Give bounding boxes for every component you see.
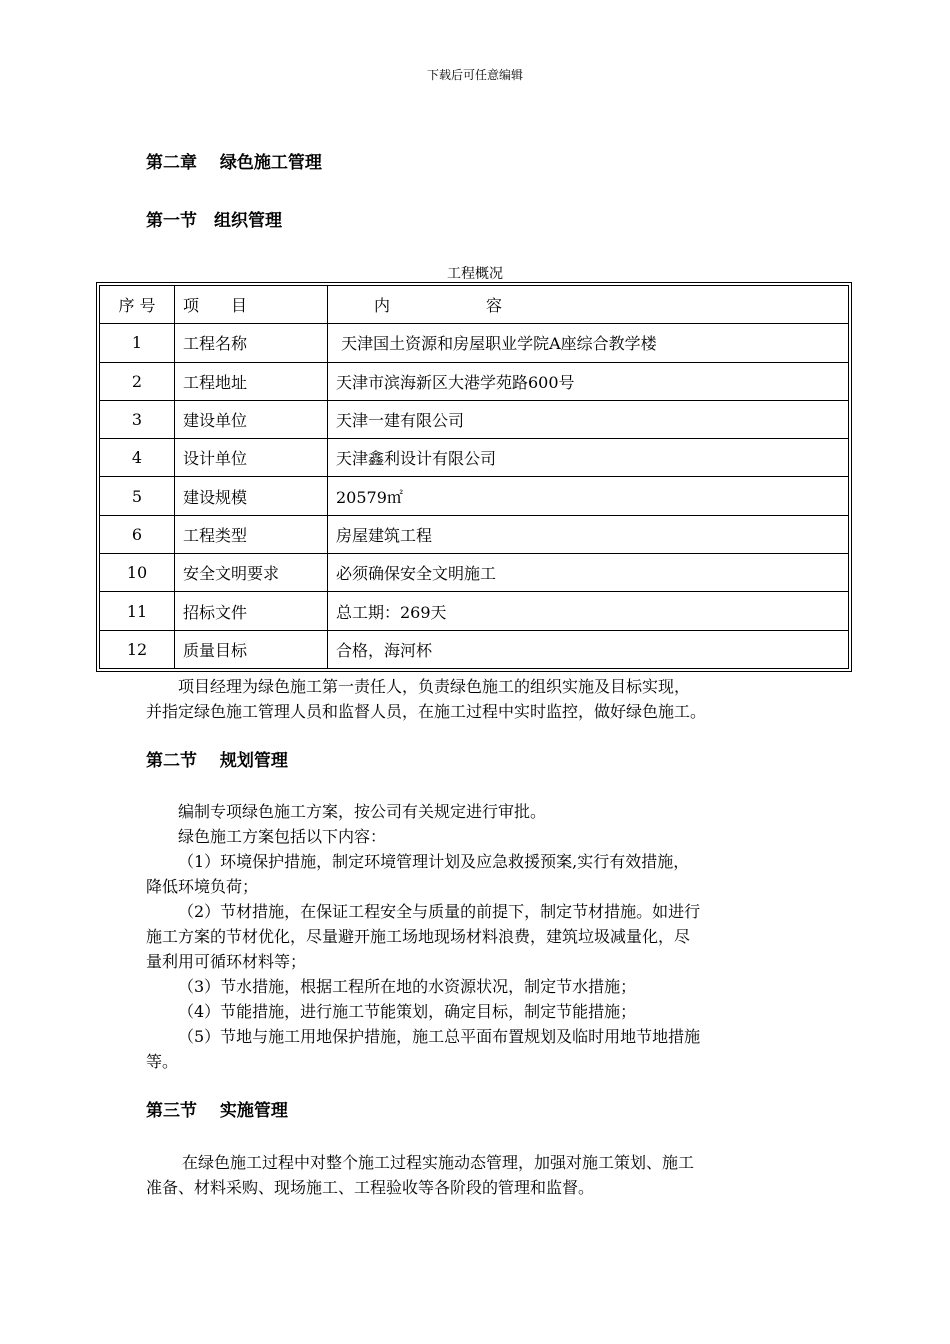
- table-row: [100, 515, 849, 553]
- row-content: 20579㎡: [328, 477, 849, 515]
- table-row: [100, 477, 849, 515]
- row-content: 总工期：269天: [328, 592, 849, 630]
- row-item: 招标文件: [175, 592, 328, 630]
- header-note: 下载后可任意编辑: [426, 68, 523, 82]
- section2-line: （3）节水措施，根据工程所在地的水资源状况，制定节水措施；: [178, 977, 637, 996]
- row-index: 10: [100, 554, 175, 592]
- section3-line: 在绿色施工过程中对整个施工过程实施动态管理，加强对施工策划、施工: [182, 1153, 695, 1172]
- section1-title: 第一节 组织管理: [146, 211, 282, 231]
- section2-line: 降低环境负荷；: [146, 877, 259, 896]
- section2-line: 量利用可循环材料等；: [146, 952, 307, 971]
- row-index: 6: [100, 515, 175, 553]
- table-header-row: [100, 286, 849, 324]
- row-content: 天津鑫利设计有限公司: [328, 439, 849, 477]
- header-cell-index: 序 号: [100, 286, 175, 324]
- para1-line1: 项目经理为绿色施工第一责任人，负责绿色施工的组织实施及目标实现，: [178, 677, 691, 696]
- row-index: 11: [100, 592, 175, 630]
- row-item: 设计单位: [175, 439, 328, 477]
- row-index: 4: [100, 439, 175, 477]
- project-overview-table: [96, 282, 852, 672]
- table-row: [100, 439, 849, 477]
- header-cell-content: 内 容: [328, 286, 849, 324]
- header-cell-item: 项 目: [175, 286, 328, 324]
- row-item: 安全文明要求: [175, 554, 328, 592]
- row-item: 工程地址: [175, 362, 328, 400]
- row-content: 合格，海河杯: [328, 630, 849, 668]
- row-content: 天津一建有限公司: [328, 400, 849, 438]
- row-index: 2: [100, 362, 175, 400]
- row-content: 房屋建筑工程: [328, 515, 849, 553]
- row-content: 天津市滨海新区大港学苑路600号: [328, 362, 849, 400]
- table-row: [100, 400, 849, 438]
- table-row: [100, 362, 849, 400]
- section2-title: 第二节 规划管理: [146, 751, 288, 771]
- section2-line: 编制专项绿色施工方案，按公司有关规定进行审批。: [178, 802, 547, 821]
- section2-line: 施工方案的节材优化，尽量避开施工场地现场材料浪费，建筑垃圾减量化，尽: [146, 927, 691, 946]
- row-item: 建设规模: [175, 477, 328, 515]
- section2-line: （5）节地与施工用地保护措施，施工总平面布置规划及临时用地节地措施: [178, 1027, 701, 1046]
- table-row: [100, 554, 849, 592]
- row-index: 12: [100, 630, 175, 668]
- section3-title: 第三节 实施管理: [146, 1101, 288, 1121]
- row-index: 5: [100, 477, 175, 515]
- section2-line: （4）节能措施，进行施工节能策划，确定目标，制定节能措施；: [178, 1002, 637, 1021]
- section2-line: （2）节材措施，在保证工程安全与质量的前提下，制定节材措施。如进行: [178, 902, 701, 921]
- row-item: 建设单位: [175, 400, 328, 438]
- table-row: [100, 592, 849, 630]
- section2-line: 等。: [146, 1052, 179, 1071]
- table-row: [100, 324, 849, 362]
- section2-line: （1）环境保护措施，制定环境管理计划及应急救援预案,实行有效措施，: [178, 852, 690, 871]
- row-content: 必须确保安全文明施工: [328, 554, 849, 592]
- chapter-title: 第二章 绿色施工管理: [146, 153, 322, 173]
- section2-line: 绿色施工方案包括以下内容：: [178, 827, 387, 846]
- row-content: 天津国土资源和房屋职业学院A座综合教学楼: [328, 324, 849, 362]
- row-item: 工程类型: [175, 515, 328, 553]
- row-index: 3: [100, 400, 175, 438]
- row-item: 质量目标: [175, 630, 328, 668]
- table-row: [100, 630, 849, 668]
- table-caption: 工程概况: [447, 266, 503, 282]
- row-index: 1: [100, 324, 175, 362]
- para1-line2: 并指定绿色施工管理人员和监督人员，在施工过程中实时监控，做好绿色施工。: [146, 702, 707, 721]
- section3-line: 准备、材料采购、现场施工、工程验收等各阶段的管理和监督。: [146, 1178, 595, 1197]
- row-item: 工程名称: [175, 324, 328, 362]
